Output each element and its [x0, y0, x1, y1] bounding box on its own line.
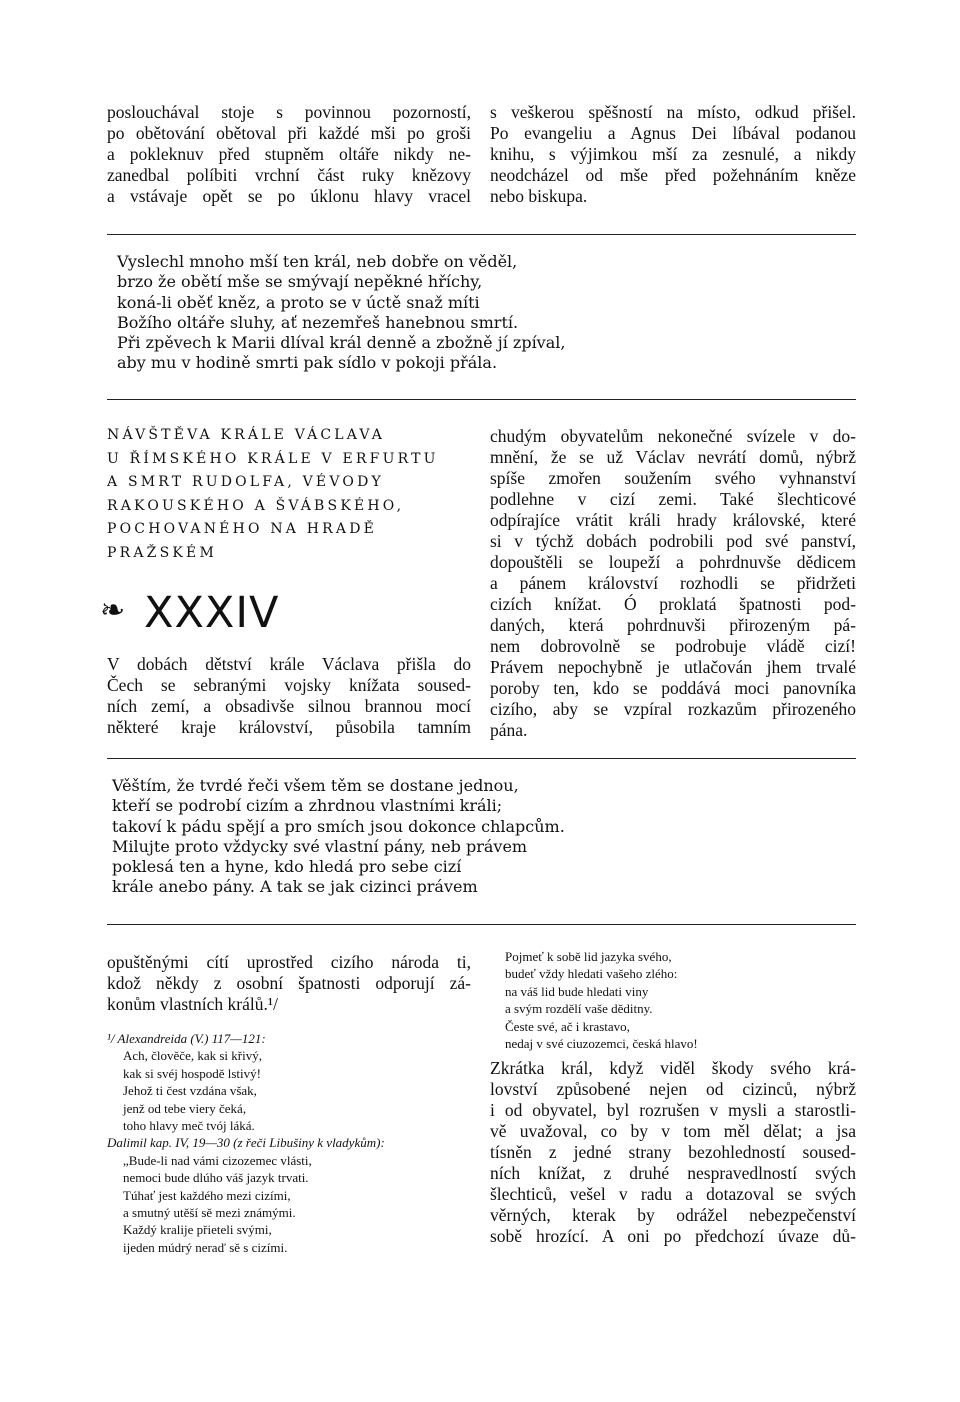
- text-line: neodcházel od mše před požehnáním kněze: [490, 165, 856, 185]
- heading-line: U ŘÍMSKÉHO KRÁLE V ERFURTU: [107, 450, 439, 467]
- text-line: si v týchž dobách podrobili pod své panství,: [490, 531, 856, 551]
- footnote-line: toho hlavy meč tvój láká.: [123, 1118, 255, 1134]
- text-line: a pánem království rozhodli se přidržeti: [490, 573, 856, 593]
- text-line: nebo biskupa.: [490, 186, 588, 206]
- footnote-line: Jehož ti čest vzdána však,: [123, 1083, 257, 1099]
- text-line: ních knížat, z druhé nespravedlností svých: [490, 1163, 856, 1183]
- top-right-column: [490, 102, 856, 207]
- text-line: nem dobrovolně se podrobuje vládě cizí!: [490, 636, 856, 656]
- text-line: cizího, aby se vzpíral rozkazům přirozeného: [490, 699, 856, 719]
- footnote-reference: ¹/ Alexandreida (V.) 117—121:: [107, 1031, 266, 1046]
- verse-line: Vyslechl mnoho mší ten král, neb dobře on věděl,: [117, 252, 518, 271]
- footnote-line: jenž od tebe viery čeká,: [123, 1100, 247, 1116]
- text-line: V dobách dětství krále Václava přišla do: [107, 654, 471, 674]
- text-line: i od obyvatel, byl rozrušen v mysli a starostli-: [490, 1100, 856, 1120]
- text-line: tísněn z jedné strany bezohledností soused-: [490, 1142, 856, 1162]
- text-line: Právem nepochybně je utlačován jhem trvalé: [490, 657, 856, 677]
- heading-line: RAKOUSKÉHO A ŠVÁBSKÉHO,: [107, 497, 405, 514]
- text-line: věrných, kterak by odrážel nebezpečenství: [490, 1205, 856, 1225]
- footnote-line: nemoci bude dlúho váš jazyk trvati.: [123, 1170, 309, 1186]
- text-line: lovství způsobené nejen od cizinců, nýbrž: [490, 1079, 856, 1099]
- fleuron-icon: ❧: [100, 593, 126, 628]
- footnote-line: Ach, člověče, kak si křivý,: [123, 1048, 262, 1064]
- verse-line: Milujte proto vždycky své vlastní pány, neb právem: [112, 836, 528, 856]
- text-line: konům vlastních králů.¹/: [107, 994, 278, 1014]
- footnote: [107, 1030, 477, 1256]
- bottom-left-column: [107, 952, 471, 1015]
- text-line: pána.: [490, 720, 528, 740]
- text-line: mnění, že se už Václav nevrátí domů, nýbrž: [490, 447, 856, 467]
- text-line: kdož někdy z osobní špatnosti odporují zá-: [107, 973, 471, 993]
- text-line: poroby ten, kdo se poddává moci panovníka: [490, 678, 856, 698]
- text-line: a vstávaje opět se po úklonu hlavy vracel: [107, 186, 471, 206]
- verse-line: Při zpěvech k Marii dlíval král denně a zbožně jí zpíval,: [117, 333, 566, 353]
- divider-rule: [107, 924, 856, 925]
- text-line: Čech se sebranými vojsky knížata soused-: [107, 675, 471, 695]
- footnote-line: nedaj v své ciuzozemci, česká hlavo!: [505, 1036, 698, 1052]
- text-line: opuštěnými cítí uprostřed cizího národa ti,: [107, 952, 471, 972]
- text-line: daných, která pohrdnuvši přirozeným pá-: [490, 615, 856, 635]
- footnote-continuation: [505, 948, 857, 1052]
- footnote-line: Každý kralije přieteli svými,: [123, 1222, 272, 1238]
- text-line: chudým obyvatelům nekonečné svízele v do-: [490, 426, 856, 446]
- verse-line: krále anebo pány. A tak se jak cizinci právem: [112, 877, 478, 897]
- verse-line: Božího oltáře sluhy, ať nezemřeš hanebnou smrtí.: [117, 312, 519, 332]
- verse-line: Věštím, že tvrdé řeči všem těm se dostane jednou,: [112, 776, 519, 795]
- text-line: knihu, s výjimkou mší za zesnulé, a nikdy: [490, 144, 856, 164]
- text-line: cizích knížat. Ó proklatá špatnosti pod-: [490, 594, 856, 614]
- text-line: podlehne v cizí zemi. Také šlechticové: [490, 489, 856, 509]
- text-line: spíše zmořen soužením svého vyhnanství: [490, 468, 856, 488]
- footnote-line: Túhať jest každého mezi cizími,: [123, 1187, 291, 1203]
- heading-line: A SMRT RUDOLFA, VÉVODY: [107, 474, 384, 490]
- top-left-column: [107, 102, 471, 207]
- verse-line: aby mu v hodině smrti pak sídlo v pokoji přála.: [117, 353, 498, 373]
- heading-line: NÁVŠTĚVA KRÁLE VÁCLAVA: [107, 427, 386, 443]
- footnote-line: ijeden múdrý neraď sě s cizími.: [123, 1239, 288, 1255]
- text-line: po obětování obětoval při každé mši po groši: [107, 123, 471, 143]
- heading-line: POCHOVANÉHO NA HRADĚ: [107, 521, 378, 537]
- text-line: Zkrátka král, když viděl škody svého krá-: [490, 1058, 856, 1078]
- divider-rule: [107, 234, 856, 235]
- text-line: šlechticů, vešel v radu a dotazoval se svých: [490, 1184, 856, 1204]
- footnote-line: „Bude-li nad vámi cizozemec vlásti,: [123, 1152, 312, 1168]
- text-line: ních zemí, a obsadivše silnou brannou mocí: [107, 696, 471, 716]
- footnote-reference: Dalimil kap. IV, 19—30 (z řeči Libušiny k vladykům):: [107, 1135, 385, 1151]
- footnote-line: Pojmeť k sobě lid jazyka svého,: [505, 949, 672, 964]
- text-line: sobě hrozící. A oni po předchozí úvaze dů-: [490, 1226, 856, 1246]
- chapter-left-column: [107, 654, 471, 738]
- footnote-line: Česte své, ač i krastavo,: [505, 1018, 630, 1034]
- footnote-line: a smutný utěší sě mezi známými.: [123, 1205, 296, 1221]
- chapter-number: XXXIV: [144, 588, 280, 638]
- text-line: některé kraje království, působila tamním: [107, 717, 471, 737]
- verse-line: takoví k pádu spějí a pro smích jsou dokonce chlapcům.: [112, 816, 565, 836]
- divider-rule: [107, 758, 856, 759]
- verse-block-1: [117, 252, 857, 374]
- footnote-line: budeť vždy hledati vašeho zlého:: [505, 966, 678, 982]
- verse-line: poklesá ten a hyne, kdo hledá pro sebe cizí: [112, 857, 462, 877]
- divider-rule: [107, 399, 856, 400]
- bottom-right-column: [490, 1058, 856, 1247]
- text-line: vě uvažoval, co by v tom měl dělat; a jsa: [490, 1121, 856, 1141]
- text-line: Po evangeliu a Agnus Dei líbával podanou: [490, 123, 856, 143]
- text-line: s veškerou spěšností na místo, odkud přišel.: [490, 102, 856, 122]
- text-line: odpírajíce vrátit králi hrady královské, které: [490, 510, 856, 530]
- footnote-line: a svým rozdělí vaše děditny.: [505, 1001, 653, 1017]
- heading-line: PRAŽSKÉM: [107, 544, 218, 561]
- text-line: dopouštěli se loupeží a pohrdnuvše dědicem: [490, 552, 856, 572]
- chapter-heading: [107, 424, 477, 565]
- text-line: poslouchával stoje s povinnou pozorností,: [107, 102, 471, 122]
- footnote-line: na váš lid bude hledati viny: [505, 983, 649, 999]
- verse-line: koná-li oběť kněz, a proto se v úctě snaž míti: [117, 292, 480, 312]
- footnote-line: kak si svéj hospodě lstivý!: [123, 1065, 261, 1081]
- text-line: a pokleknuv před stupněm oltáře nikdy ne-: [107, 144, 471, 164]
- chapter-right-column: [490, 426, 856, 741]
- text-line: zanedbal políbiti vrchní část ruky knězovy: [107, 165, 471, 185]
- verse-line: kteří se podrobí cizím a zhrdnou vlastními králi;: [112, 796, 503, 816]
- verse-line: brzo že obětí mše se smývají nepěkné hříchy,: [117, 272, 483, 292]
- verse-block-2: [112, 776, 856, 898]
